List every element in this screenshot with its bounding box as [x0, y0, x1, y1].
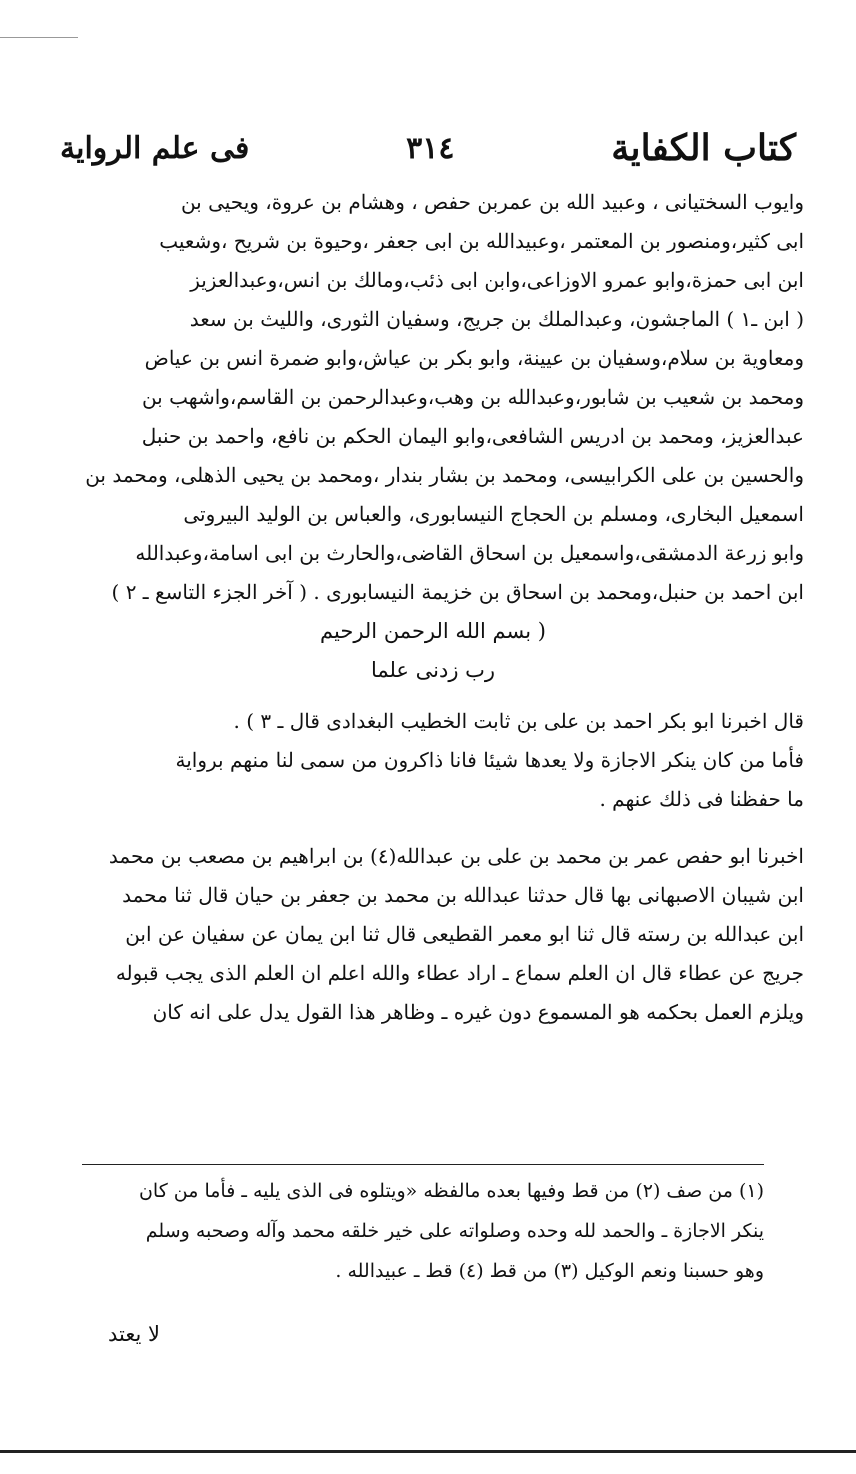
basmala: ( بسم الله الرحمن الرحيم [320, 619, 546, 643]
text-line: ابن احمد بن حنبل،ومحمد بن اسحاق بن خزيمة النيسابورى . ( آخر الجزء التاسع ـ ٢ ) [111, 580, 804, 604]
text-line: اخبرنا ابو حفص عمر بن محمد بن على بن عبدالله(٤) بن ابراهيم بن مصعب بن محمد [108, 844, 804, 868]
footnote-line: وهو حسبنا ونعم الوكيل (٣) من قط (٤) قط ـ عبيدالله . [335, 1260, 764, 1282]
page-number: ٣١٤ [406, 130, 455, 166]
invocation: رب زدنى علما [370, 658, 496, 682]
text-line: ابن عبدالله بن رسته قال ثنا ابو معمر القطيعى قال ثنا ابن يمان عن سفيان عن ابن [125, 922, 804, 946]
scan-bottom-edge [0, 1450, 856, 1453]
text-line: ما حفظنا فى ذلك عنهم . [599, 787, 804, 811]
intro-line: قال اخبرنا ابو بكر احمد بن على بن ثابت الخطيب البغدادى قال ـ ٣ ) . [233, 709, 804, 733]
catchword: لا يعتد [108, 1322, 160, 1346]
footnote-line: ينكر الاجازة ـ والحمد لله وحده وصلواته على خير خلقه محمد وآله وصحبه وسلم [145, 1220, 764, 1242]
text-line: ابى كثير،ومنصور بن المعتمر ،وعبيدالله بن ابى جعفر ،وحيوة بن شريح ،وشعيب [159, 229, 804, 253]
text-line: ومعاوية بن سلام،وسفيان بن عيينة، وابو بكر بن عياش،وابو ضمرة انس بن عياض [144, 346, 804, 370]
text-line: وابو زرعة الدمشقى،واسمعيل بن اسحاق القاضى،والحارث بن ابى اسامة،وعبدالله [135, 541, 804, 565]
text-line: ويلزم العمل بحكمه هو المسموع دون غيره ـ وظاهر هذا القول يدل على انه كان [152, 1000, 804, 1024]
scan-edge-line [0, 37, 78, 38]
text-line: فأما من كان ينكر الاجازة ولا يعدها شيئا فانا ذاكرون من سمى لنا منهم برواية [175, 748, 804, 772]
footnote-divider [82, 1164, 764, 1165]
main-text [62, 183, 804, 1032]
footnote-line: (١) من صف (٢) من قط وفيها بعده مالفظه «ويتلوه فى الذى يليه ـ فأما من كان [138, 1180, 764, 1202]
text-line: اسمعيل البخارى، ومسلم بن الحجاج النيسابورى، والعباس بن الوليد البيروتى [183, 502, 804, 526]
text-line: ابن شيبان الاصبهانى بها قال حدثنا عبدالله بن محمد بن جعفر بن حيان قال ثنا محمد [122, 883, 804, 907]
footnotes [100, 1171, 764, 1291]
text-line: وايوب السختيانى ، وعبيد الله بن عمربن حفص ، وهشام بن عروة، ويحيى بن [180, 190, 804, 214]
text-line: والحسين بن على الكرابيسى، ومحمد بن بشار بندار ،ومحمد بن يحيى الذهلى، ومحمد بن [85, 463, 804, 487]
page-header [60, 118, 796, 178]
section-title: فى علم الرواية [60, 130, 250, 166]
text-line: ابن ابى حمزة،وابو عمرو الاوزاعى،وابن ابى ذئب،ومالك بن انس،وعبدالعزيز [190, 268, 804, 292]
book-title: كتاب الكفاية [611, 127, 796, 169]
text-line: ومحمد بن شعيب بن شابور،وعبدالله بن وهب،وعبدالرحمن بن القاسم،واشهب بن [141, 385, 804, 409]
text-line: ( ابن ـ١ ) الماجشون، وعبدالملك بن جريج، وسفيان الثورى، والليث بن سعد [189, 307, 804, 331]
text-line: عبدالعزيز، ومحمد بن ادريس الشافعى،وابو اليمان الحكم بن نافع، واحمد بن حنبل [141, 424, 804, 448]
text-line: جريج عن عطاء قال ان العلم سماع ـ اراد عطاء والله اعلم ان العلم الذى يجب قبوله [115, 961, 804, 985]
